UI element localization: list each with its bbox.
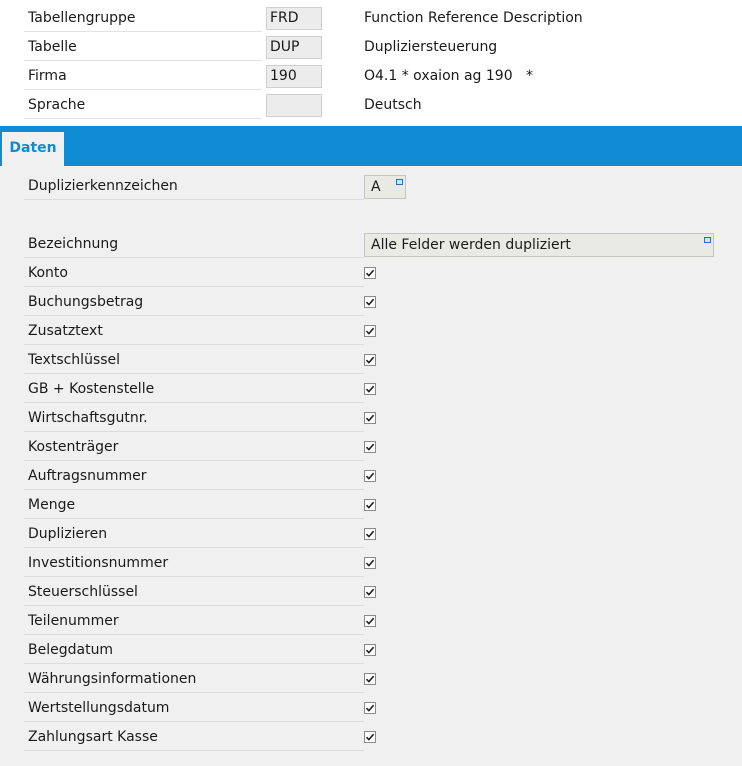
checkbox-label: Buchungsbetrag: [24, 288, 364, 316]
checkbox-label: Auftragsnummer: [24, 462, 364, 490]
tab-bar: [0, 126, 742, 166]
checkbox-row: [0, 520, 742, 549]
checkbox[interactable]: [364, 325, 376, 337]
checkbox-row: [0, 549, 742, 578]
checkbox[interactable]: [364, 412, 376, 424]
checkbox-label: Steuerschlüssel: [24, 578, 364, 606]
checkbox-label: Belegdatum: [24, 636, 364, 664]
checkbox-row: [0, 346, 742, 375]
checkbox-label: Währungsinformationen: [24, 665, 364, 693]
checkbox-label: Kostenträger: [24, 433, 364, 461]
checkbox-row: [0, 288, 742, 317]
checkbox-row: [0, 636, 742, 665]
checkbox-label: Wirtschaftsgutnr.: [24, 404, 364, 432]
header-description: Function Reference Description: [364, 10, 583, 26]
header-description: O4.1 * oxaion ag 190 *: [364, 68, 533, 84]
checkbox[interactable]: [364, 731, 376, 743]
value-help-icon[interactable]: [396, 179, 403, 185]
checkbox-label: Investitionsnummer: [24, 549, 364, 577]
duplizierkennzeichen-row: [0, 172, 742, 201]
header-section: [0, 0, 742, 126]
checkbox-label: Zusatztext: [24, 317, 364, 345]
bezeichnung-value: Alle Felder werden dupliziert: [371, 237, 571, 253]
checkbox[interactable]: [364, 644, 376, 656]
checkbox-label: Zahlungsart Kasse: [24, 723, 364, 751]
checkbox-row: [0, 491, 742, 520]
header-label: Tabelle: [24, 33, 262, 61]
duplizierkennzeichen-label: Duplizierkennzeichen: [24, 172, 364, 200]
checkbox[interactable]: [364, 586, 376, 598]
firma-value-field[interactable]: 190: [266, 65, 322, 88]
checkbox-row: [0, 665, 742, 694]
checkbox-row: [0, 723, 742, 752]
checkbox-row: [0, 375, 742, 404]
checkbox-row: [0, 578, 742, 607]
header-description: Deutsch: [364, 97, 422, 113]
checkbox-label: Textschlüssel: [24, 346, 364, 374]
bezeichnung-label: Bezeichnung: [24, 230, 364, 258]
header-row-tabelle: [0, 33, 742, 62]
bezeichnung-row: [0, 230, 742, 259]
duplizierkennzeichen-value: A: [371, 179, 381, 195]
checkbox-row: [0, 259, 742, 288]
checkbox[interactable]: [364, 383, 376, 395]
checkbox[interactable]: [364, 354, 376, 366]
checkbox-row: [0, 433, 742, 462]
header-description: Dupliziersteuerung: [364, 39, 498, 55]
checkbox-row: [0, 694, 742, 723]
header-label: Tabellengruppe: [24, 4, 262, 32]
checkbox[interactable]: [364, 499, 376, 511]
checkbox[interactable]: [364, 470, 376, 482]
checkbox-label: GB + Kostenstelle: [24, 375, 364, 403]
duplizierkennzeichen-field[interactable]: [364, 175, 406, 199]
checkbox-label: Konto: [24, 259, 364, 287]
checkbox-label: Wertstellungsdatum: [24, 694, 364, 722]
header-row-firma: [0, 62, 742, 91]
checkbox[interactable]: [364, 702, 376, 714]
checkbox-label: Menge: [24, 491, 364, 519]
checkbox-label: Duplizieren: [24, 520, 364, 548]
tabellengruppe-value-field[interactable]: FRD: [266, 7, 322, 30]
value-help-icon[interactable]: [704, 237, 711, 243]
tabelle-value-field[interactable]: DUP: [266, 36, 322, 59]
tab-daten[interactable]: Daten: [2, 132, 64, 166]
checkbox[interactable]: [364, 615, 376, 627]
checkbox[interactable]: [364, 557, 376, 569]
checkbox-row: [0, 404, 742, 433]
checkbox[interactable]: [364, 673, 376, 685]
header-label: Sprache: [24, 91, 262, 119]
header-row-sprache: [0, 91, 742, 120]
bezeichnung-field[interactable]: [364, 233, 714, 257]
sprache-value-field[interactable]: [266, 94, 322, 117]
checkbox[interactable]: [364, 296, 376, 308]
checkbox-row: [0, 607, 742, 636]
checkbox[interactable]: [364, 267, 376, 279]
header-row-tabellengruppe: [0, 4, 742, 33]
checkbox[interactable]: [364, 441, 376, 453]
checkbox-label: Teilenummer: [24, 607, 364, 635]
header-label: Firma: [24, 62, 262, 90]
checkbox-row: [0, 462, 742, 491]
checkbox[interactable]: [364, 528, 376, 540]
checkbox-row: [0, 317, 742, 346]
